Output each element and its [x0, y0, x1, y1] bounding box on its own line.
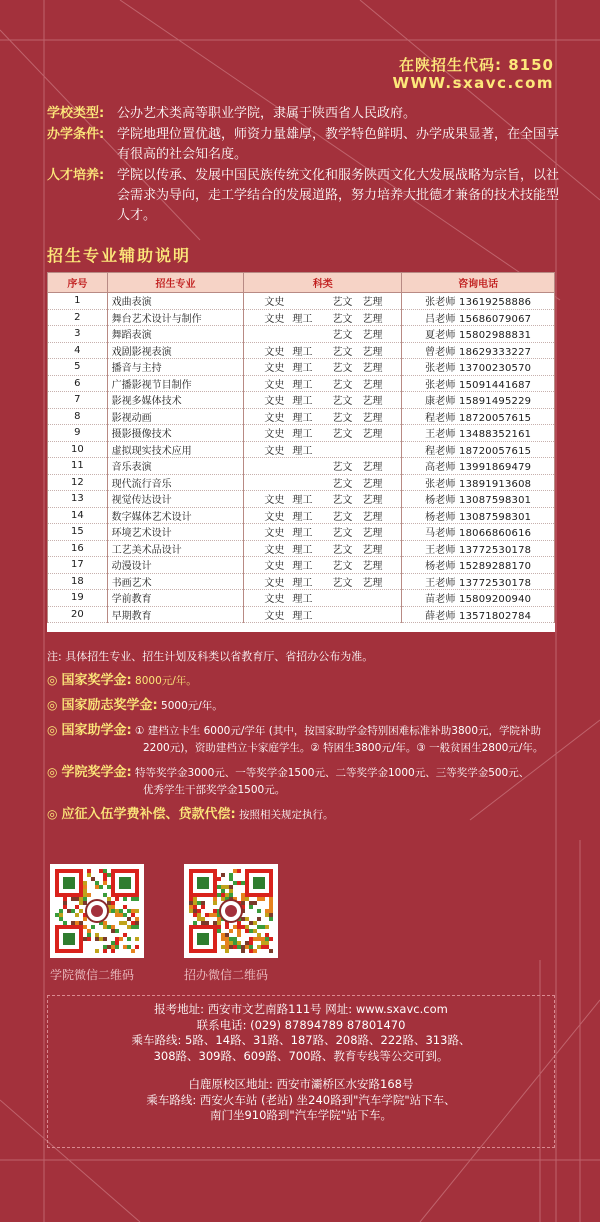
row-phone[interactable]: 张老师 13619258886	[402, 293, 555, 310]
row-phone[interactable]: 曾老师 18629333227	[402, 342, 555, 359]
subject-wenshi: 文史	[264, 313, 285, 325]
table-row	[48, 342, 555, 359]
row-number: 16	[48, 540, 108, 557]
subject-wenshi: 文史	[264, 577, 285, 589]
circle-bullet-icon: ◎	[47, 673, 58, 687]
row-major: 学前教育	[107, 590, 244, 607]
aid-text: 5000元/年。	[161, 700, 223, 712]
intro-school-type	[47, 104, 567, 124]
row-number: 1	[48, 293, 108, 310]
subject-ligong: 理工	[292, 396, 313, 408]
row-subjects	[244, 441, 402, 458]
subject-yiwen: 艺文	[332, 297, 353, 309]
subject-yiwen: 艺文	[332, 478, 353, 490]
row-major: 环境艺术设计	[107, 524, 244, 541]
aid-text: 按照相关规定执行。	[239, 809, 334, 821]
row-phone[interactable]: 王老师 13772530178	[402, 540, 555, 557]
circle-bullet-icon: ◎	[47, 723, 58, 737]
subject-yiwen	[332, 590, 362, 605]
subject-ligong: 理工	[292, 594, 313, 606]
subject-yiwen	[332, 607, 362, 622]
subject-ligong: 理工	[292, 561, 313, 573]
subject-ligong: 理工	[292, 610, 313, 622]
footer-address: 报考地址: 西安市文艺南路111号 网址: www.sxavc.com	[154, 1002, 448, 1016]
row-major: 虚拟现实技术应用	[107, 441, 244, 458]
subject-ligong: 理工	[292, 544, 313, 556]
aid-text-line2: 2200元)，资助建档立卡家庭学生。② 特困生3800元/年。③ 一般贫困生2800元/年。	[143, 742, 544, 754]
subject-yiwen: 艺文	[332, 313, 353, 325]
row-phone[interactable]: 王老师 13772530178	[402, 573, 555, 590]
header-major: 招生专业	[107, 273, 244, 293]
row-phone[interactable]: 马老师 18066860616	[402, 524, 555, 541]
footer-bailuyuan-route: 乘车路线: 西安火车站 (老站) 坐240路到"汽车学院"站下车、	[146, 1092, 456, 1107]
subject-yiwen: 艺文	[332, 544, 353, 556]
row-major: 影视动画	[107, 408, 244, 425]
table-row	[48, 540, 555, 557]
row-number: 8	[48, 408, 108, 425]
subject-ligong: 理工	[292, 363, 313, 375]
subject-ligong: 理工	[292, 379, 313, 391]
subject-yili: 艺理	[362, 379, 383, 391]
row-major: 动漫设计	[107, 557, 244, 574]
row-subjects	[244, 557, 402, 574]
row-phone[interactable]: 张老师 13700230570	[402, 359, 555, 376]
table-row	[48, 557, 555, 574]
aid-national-scholarship	[47, 672, 567, 690]
subject-yili: 艺理	[362, 511, 383, 523]
college-wechat-qr-code	[50, 864, 144, 958]
admission-qr-label: 招办微信二维码	[184, 968, 269, 982]
row-subjects	[244, 590, 402, 607]
aid-title: 学院奖学金:	[61, 765, 132, 780]
subject-yili: 艺理	[362, 544, 383, 556]
subject-yili: 艺理	[362, 297, 383, 309]
row-major: 舞蹈表演	[107, 326, 244, 343]
subject-yili: 艺理	[362, 495, 383, 507]
subject-wenshi: 文史	[264, 412, 285, 424]
row-major: 视觉传达设计	[107, 491, 244, 508]
row-phone[interactable]: 杨老师 15289288170	[402, 557, 555, 574]
subject-wenshi: 文史	[264, 495, 285, 507]
subject-yili	[362, 590, 392, 605]
row-subjects	[244, 573, 402, 590]
subject-wenshi: 文史	[264, 610, 285, 622]
circle-bullet-icon: ◎	[47, 765, 58, 779]
subject-yiwen: 艺文	[332, 462, 353, 474]
subject-yili	[362, 442, 392, 457]
row-subjects	[244, 375, 402, 392]
row-phone[interactable]: 杨老师 13087598301	[402, 507, 555, 524]
subject-wenshi	[264, 475, 292, 490]
subject-yiwen: 艺文	[332, 577, 353, 589]
row-number: 17	[48, 557, 108, 574]
intro-text: 公办艺术类高等职业学院，隶属于陕西省人民政府。	[117, 106, 417, 121]
table-row	[48, 606, 555, 623]
table-row	[48, 392, 555, 409]
enrollment-code: 在陕招生代码: 8150	[399, 56, 554, 74]
aid-title: 应征入伍学费补偿、贷款代偿:	[61, 807, 236, 822]
aid-text: 8000元/年。	[135, 675, 197, 687]
subject-yili: 艺理	[362, 462, 383, 474]
row-number: 19	[48, 590, 108, 607]
table-row	[48, 573, 555, 590]
subject-yili: 艺理	[362, 528, 383, 540]
row-subjects	[244, 458, 402, 475]
row-subjects	[244, 606, 402, 623]
subject-wenshi	[264, 458, 292, 473]
intro-label: 办学条件:	[47, 127, 105, 142]
subject-wenshi: 文史	[264, 429, 285, 441]
table-row	[48, 458, 555, 475]
aid-text-line1: 特等奖学金3000元、一等奖学金1500元、二等奖学金1000元、三等奖学金500元、	[135, 767, 530, 779]
header-no: 序号	[48, 273, 108, 293]
footer-bailuyuan-address: 白鹿原校区地址: 西安市灞桥区水安路168号	[188, 1077, 414, 1091]
row-number: 15	[48, 524, 108, 541]
row-major: 书画艺术	[107, 573, 244, 590]
admission-wechat-qr-code	[184, 864, 278, 958]
row-major: 现代流行音乐	[107, 474, 244, 491]
subject-ligong: 理工	[292, 495, 313, 507]
subject-wenshi	[264, 326, 292, 341]
subject-ligong: 理工	[292, 429, 313, 441]
row-phone[interactable]: 康老师 15891495229	[402, 392, 555, 409]
table-row	[48, 326, 555, 343]
row-phone[interactable]: 夏老师 15802988831	[402, 326, 555, 343]
subject-ligong: 理工	[292, 577, 313, 589]
subject-yili: 艺理	[362, 330, 383, 342]
row-major: 播音与主持	[107, 359, 244, 376]
table-row	[48, 491, 555, 508]
subject-yili: 艺理	[362, 478, 383, 490]
subject-yili: 艺理	[362, 577, 383, 589]
table-row	[48, 507, 555, 524]
subject-ligong: 理工	[292, 346, 313, 358]
row-number: 10	[48, 441, 108, 458]
qr-code-icon	[50, 864, 144, 958]
row-major: 影视多媒体技术	[107, 392, 244, 409]
subject-ligong	[292, 326, 332, 341]
subject-wenshi: 文史	[264, 396, 285, 408]
row-subjects	[244, 474, 402, 491]
row-phone[interactable]: 吕老师 15686079067	[402, 309, 555, 326]
row-phone[interactable]: 高老师 13991869479	[402, 458, 555, 475]
table-row	[48, 590, 555, 607]
subject-ligong: 理工	[292, 445, 313, 457]
circle-bullet-icon: ◎	[47, 807, 58, 821]
table-row	[48, 359, 555, 376]
row-phone[interactable]: 杨老师 13087598301	[402, 491, 555, 508]
row-phone[interactable]: 程老师 18720057615	[402, 441, 555, 458]
row-major: 数字媒体艺术设计	[107, 507, 244, 524]
subject-yili: 艺理	[362, 313, 383, 325]
subject-yili: 艺理	[362, 396, 383, 408]
footer-bus-routes: 乘车路线: 5路、14路、31路、187路、208路、222路、313路、	[131, 1033, 471, 1047]
table-body	[48, 293, 555, 623]
subject-yili: 艺理	[362, 412, 383, 424]
row-subjects	[244, 540, 402, 557]
aid-text-line2: 优秀学生干部奖学金1500元。	[143, 784, 286, 796]
subject-wenshi: 文史	[264, 363, 285, 375]
subject-ligong: 理工	[292, 412, 313, 424]
aid-title: 国家励志奖学金:	[61, 698, 158, 713]
subject-yiwen: 艺文	[332, 396, 353, 408]
row-number: 5	[48, 359, 108, 376]
row-major: 舞台艺术设计与制作	[107, 309, 244, 326]
subject-yili	[362, 607, 392, 622]
subject-yiwen	[332, 442, 362, 457]
table-header-row	[48, 273, 555, 293]
school-intro	[47, 104, 567, 227]
row-subjects	[244, 359, 402, 376]
subject-ligong: 理工	[292, 313, 313, 325]
subject-yili: 艺理	[362, 561, 383, 573]
table-row	[48, 441, 555, 458]
row-number: 18	[48, 573, 108, 590]
table-row	[48, 524, 555, 541]
subject-yiwen: 艺文	[332, 346, 353, 358]
row-number: 11	[48, 458, 108, 475]
aid-national-encourage	[47, 697, 567, 715]
row-subjects	[244, 425, 402, 442]
aid-title: 国家助学金:	[61, 723, 132, 738]
subject-ligong	[292, 475, 332, 490]
table-row	[48, 425, 555, 442]
circle-bullet-icon: ◎	[47, 698, 58, 712]
aid-text-line1: ① 建档立卡生 6000元/学年 (其中，按国家助学金特别困难标准补助3800元，学院补助	[135, 725, 542, 737]
subject-yiwen: 艺文	[332, 511, 353, 523]
subject-wenshi: 文史	[264, 379, 285, 391]
row-number: 4	[48, 342, 108, 359]
row-major: 戏曲表演	[107, 293, 244, 310]
row-phone[interactable]: 程老师 18720057615	[402, 408, 555, 425]
subject-wenshi: 文史	[264, 445, 285, 457]
footer-bailuyuan-route-cont: 南门坐910路到"汽车学院"站下车。	[209, 1108, 393, 1122]
row-subjects	[244, 524, 402, 541]
subject-yiwen: 艺文	[332, 330, 353, 342]
row-number: 20	[48, 606, 108, 623]
subject-wenshi: 文史	[264, 544, 285, 556]
row-number: 2	[48, 309, 108, 326]
intro-talent	[47, 166, 567, 226]
subject-ligong	[292, 293, 332, 308]
row-subjects	[244, 342, 402, 359]
table-row	[48, 309, 555, 326]
row-phone[interactable]: 张老师 15091441687	[402, 375, 555, 392]
row-major: 早期教育	[107, 606, 244, 623]
row-phone[interactable]: 张老师 13891913608	[402, 474, 555, 491]
intro-label: 学校类型:	[47, 106, 105, 121]
table-row	[48, 375, 555, 392]
subject-yiwen: 艺文	[332, 379, 353, 391]
subject-yili: 艺理	[362, 429, 383, 441]
contact-info-box	[47, 995, 555, 1148]
subject-yili: 艺理	[362, 363, 383, 375]
row-subjects	[244, 326, 402, 343]
table-row	[48, 474, 555, 491]
subject-yiwen: 艺文	[332, 561, 353, 573]
header-phone: 咨询电话	[402, 273, 555, 293]
subject-yili: 艺理	[362, 346, 383, 358]
row-major: 戏剧影视表演	[107, 342, 244, 359]
subject-ligong: 理工	[292, 511, 313, 523]
row-number: 14	[48, 507, 108, 524]
aid-title: 国家奖学金:	[61, 673, 132, 688]
row-number: 9	[48, 425, 108, 442]
row-subjects	[244, 408, 402, 425]
row-number: 3	[48, 326, 108, 343]
row-subjects	[244, 293, 402, 310]
row-major: 音乐表演	[107, 458, 244, 475]
footer-bus-routes-cont: 308路、309路、609路、700路、教育专线等公交可到。	[153, 1048, 449, 1063]
subject-wenshi: 文史	[264, 346, 285, 358]
row-subjects	[244, 392, 402, 409]
row-major: 广播影视节目制作	[107, 375, 244, 392]
intro-text: 学院以传承、发展中国民族传统文化和服务陕西文化大发展战略为宗旨，以社会需求为导向，走工学结合的发展道路，努力培养大批德才兼备的技术技能型人才。	[117, 168, 560, 223]
intro-conditions	[47, 125, 567, 165]
subject-wenshi: 文史	[264, 297, 285, 309]
row-phone[interactable]: 苗老师 15809200940	[402, 590, 555, 607]
website-link[interactable]: WWW.sxavc.com	[392, 74, 554, 92]
table-row	[48, 293, 555, 310]
row-number: 12	[48, 474, 108, 491]
subject-ligong	[292, 458, 332, 473]
college-qr-label: 学院微信二维码	[50, 968, 135, 982]
aid-college-scholarship	[47, 764, 567, 799]
section-title: 招生专业辅助说明	[47, 246, 192, 265]
table-row	[48, 408, 555, 425]
row-subjects	[244, 507, 402, 524]
intro-text: 学院地理位置优越，师资力量雄厚，教学特色鲜明、办学成果显著，在全国享有很高的社会知名度。	[117, 127, 560, 162]
row-number: 13	[48, 491, 108, 508]
footer-phone: 联系电话: (029) 87894789 87801470	[196, 1017, 406, 1032]
qr-code-icon	[184, 864, 278, 958]
subject-wenshi: 文史	[264, 528, 285, 540]
header-subject: 科类	[244, 273, 402, 293]
aid-national-grant	[47, 722, 567, 757]
intro-label: 人才培养:	[47, 168, 105, 183]
subject-ligong: 理工	[292, 528, 313, 540]
row-phone[interactable]: 薛老师 13571802784	[402, 606, 555, 623]
row-subjects	[244, 309, 402, 326]
row-number: 6	[48, 375, 108, 392]
subject-yiwen: 艺文	[332, 429, 353, 441]
row-major: 摄影摄像技术	[107, 425, 244, 442]
subject-wenshi: 文史	[264, 594, 285, 606]
aid-military	[47, 806, 567, 824]
subject-yiwen: 艺文	[332, 412, 353, 424]
subject-wenshi: 文史	[264, 561, 285, 573]
row-major: 工艺美术品设计	[107, 540, 244, 557]
subject-yiwen: 艺文	[332, 495, 353, 507]
row-subjects	[244, 491, 402, 508]
subject-wenshi: 文史	[264, 511, 285, 523]
subject-yiwen: 艺文	[332, 528, 353, 540]
row-number: 7	[48, 392, 108, 409]
row-phone[interactable]: 王老师 13488352161	[402, 425, 555, 442]
table-note: 注: 具体招生专业、招生计划及科类以省教育厅、省招办公布为准。	[47, 650, 374, 663]
subject-yiwen: 艺文	[332, 363, 353, 375]
majors-table	[47, 272, 555, 632]
